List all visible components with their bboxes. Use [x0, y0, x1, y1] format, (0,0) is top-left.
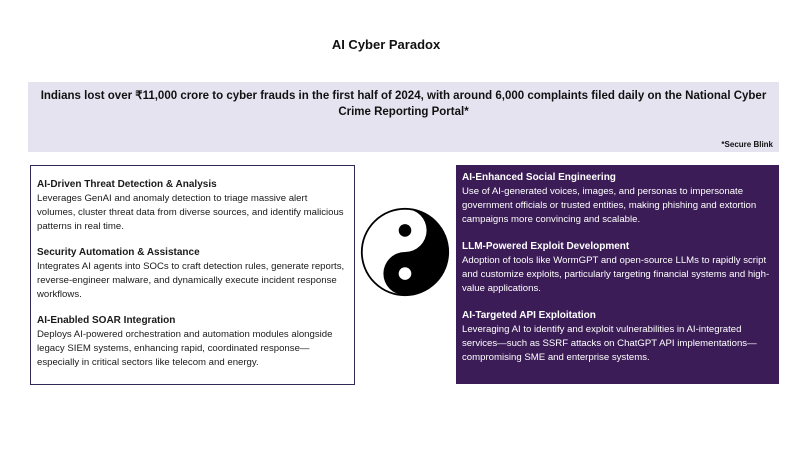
- page-title: AI Cyber Paradox: [331, 37, 441, 52]
- section-body: Leveraging AI to identify and exploit vulnerabilities in AI-integrated services—such as SSRF attacks on ChatGPT API implementations—compromising SME and enterprise systems.: [462, 324, 757, 363]
- yin-yang-icon: [360, 207, 450, 297]
- banner-source: *Secure Blink: [721, 140, 773, 149]
- defense-section: [37, 246, 348, 302]
- threat-section: [462, 240, 773, 296]
- section-title: AI-Enabled SOAR Integration: [37, 315, 176, 326]
- section-title: AI-Targeted API Exploitation: [462, 310, 596, 321]
- threat-section: [462, 171, 773, 227]
- section-title: LLM-Powered Exploit Development: [462, 241, 630, 252]
- statistic-banner: [28, 82, 779, 152]
- section-title: Security Automation & Assistance: [37, 247, 200, 258]
- section-body: Adoption of tools like WormGPT and open-source LLMs to rapidly script and customize exploits, particularly targeting financial systems and high-value applications.: [462, 255, 770, 294]
- section-body: Use of AI-generated voices, images, and personas to impersonate government officials or trusted entities, making phishing and extortion campaigns more convincing and scalable.: [462, 186, 757, 225]
- defense-section: [37, 178, 348, 234]
- section-body: Deploys AI-powered orchestration and automation modules alongside legacy SIEM systems, enhancing rapid, coordinated response—especially in critical sectors like telecom and energy.: [37, 329, 333, 368]
- defense-panel: [30, 165, 355, 385]
- section-body: Integrates AI agents into SOCs to craft detection rules, generate reports, reverse-engineer malware, and dynamically execute incident response workflows.: [37, 261, 345, 300]
- defense-section: [37, 314, 348, 370]
- section-title: AI-Driven Threat Detection & Analysis: [37, 179, 217, 190]
- section-body: Leverages GenAI and anomaly detection to triage massive alert volumes, cluster threat data from diverse sources, and identify malicious patterns in real time.: [37, 193, 344, 232]
- threat-section: [462, 309, 773, 365]
- threat-panel: [456, 165, 779, 384]
- section-title: AI-Enhanced Social Engineering: [462, 172, 616, 183]
- banner-text: Indians lost over ₹11,000 crore to cyber frauds in the first half of 2024, with around 6,000 complaints filed daily on the National Cyber Crime Reporting Portal*: [40, 90, 767, 118]
